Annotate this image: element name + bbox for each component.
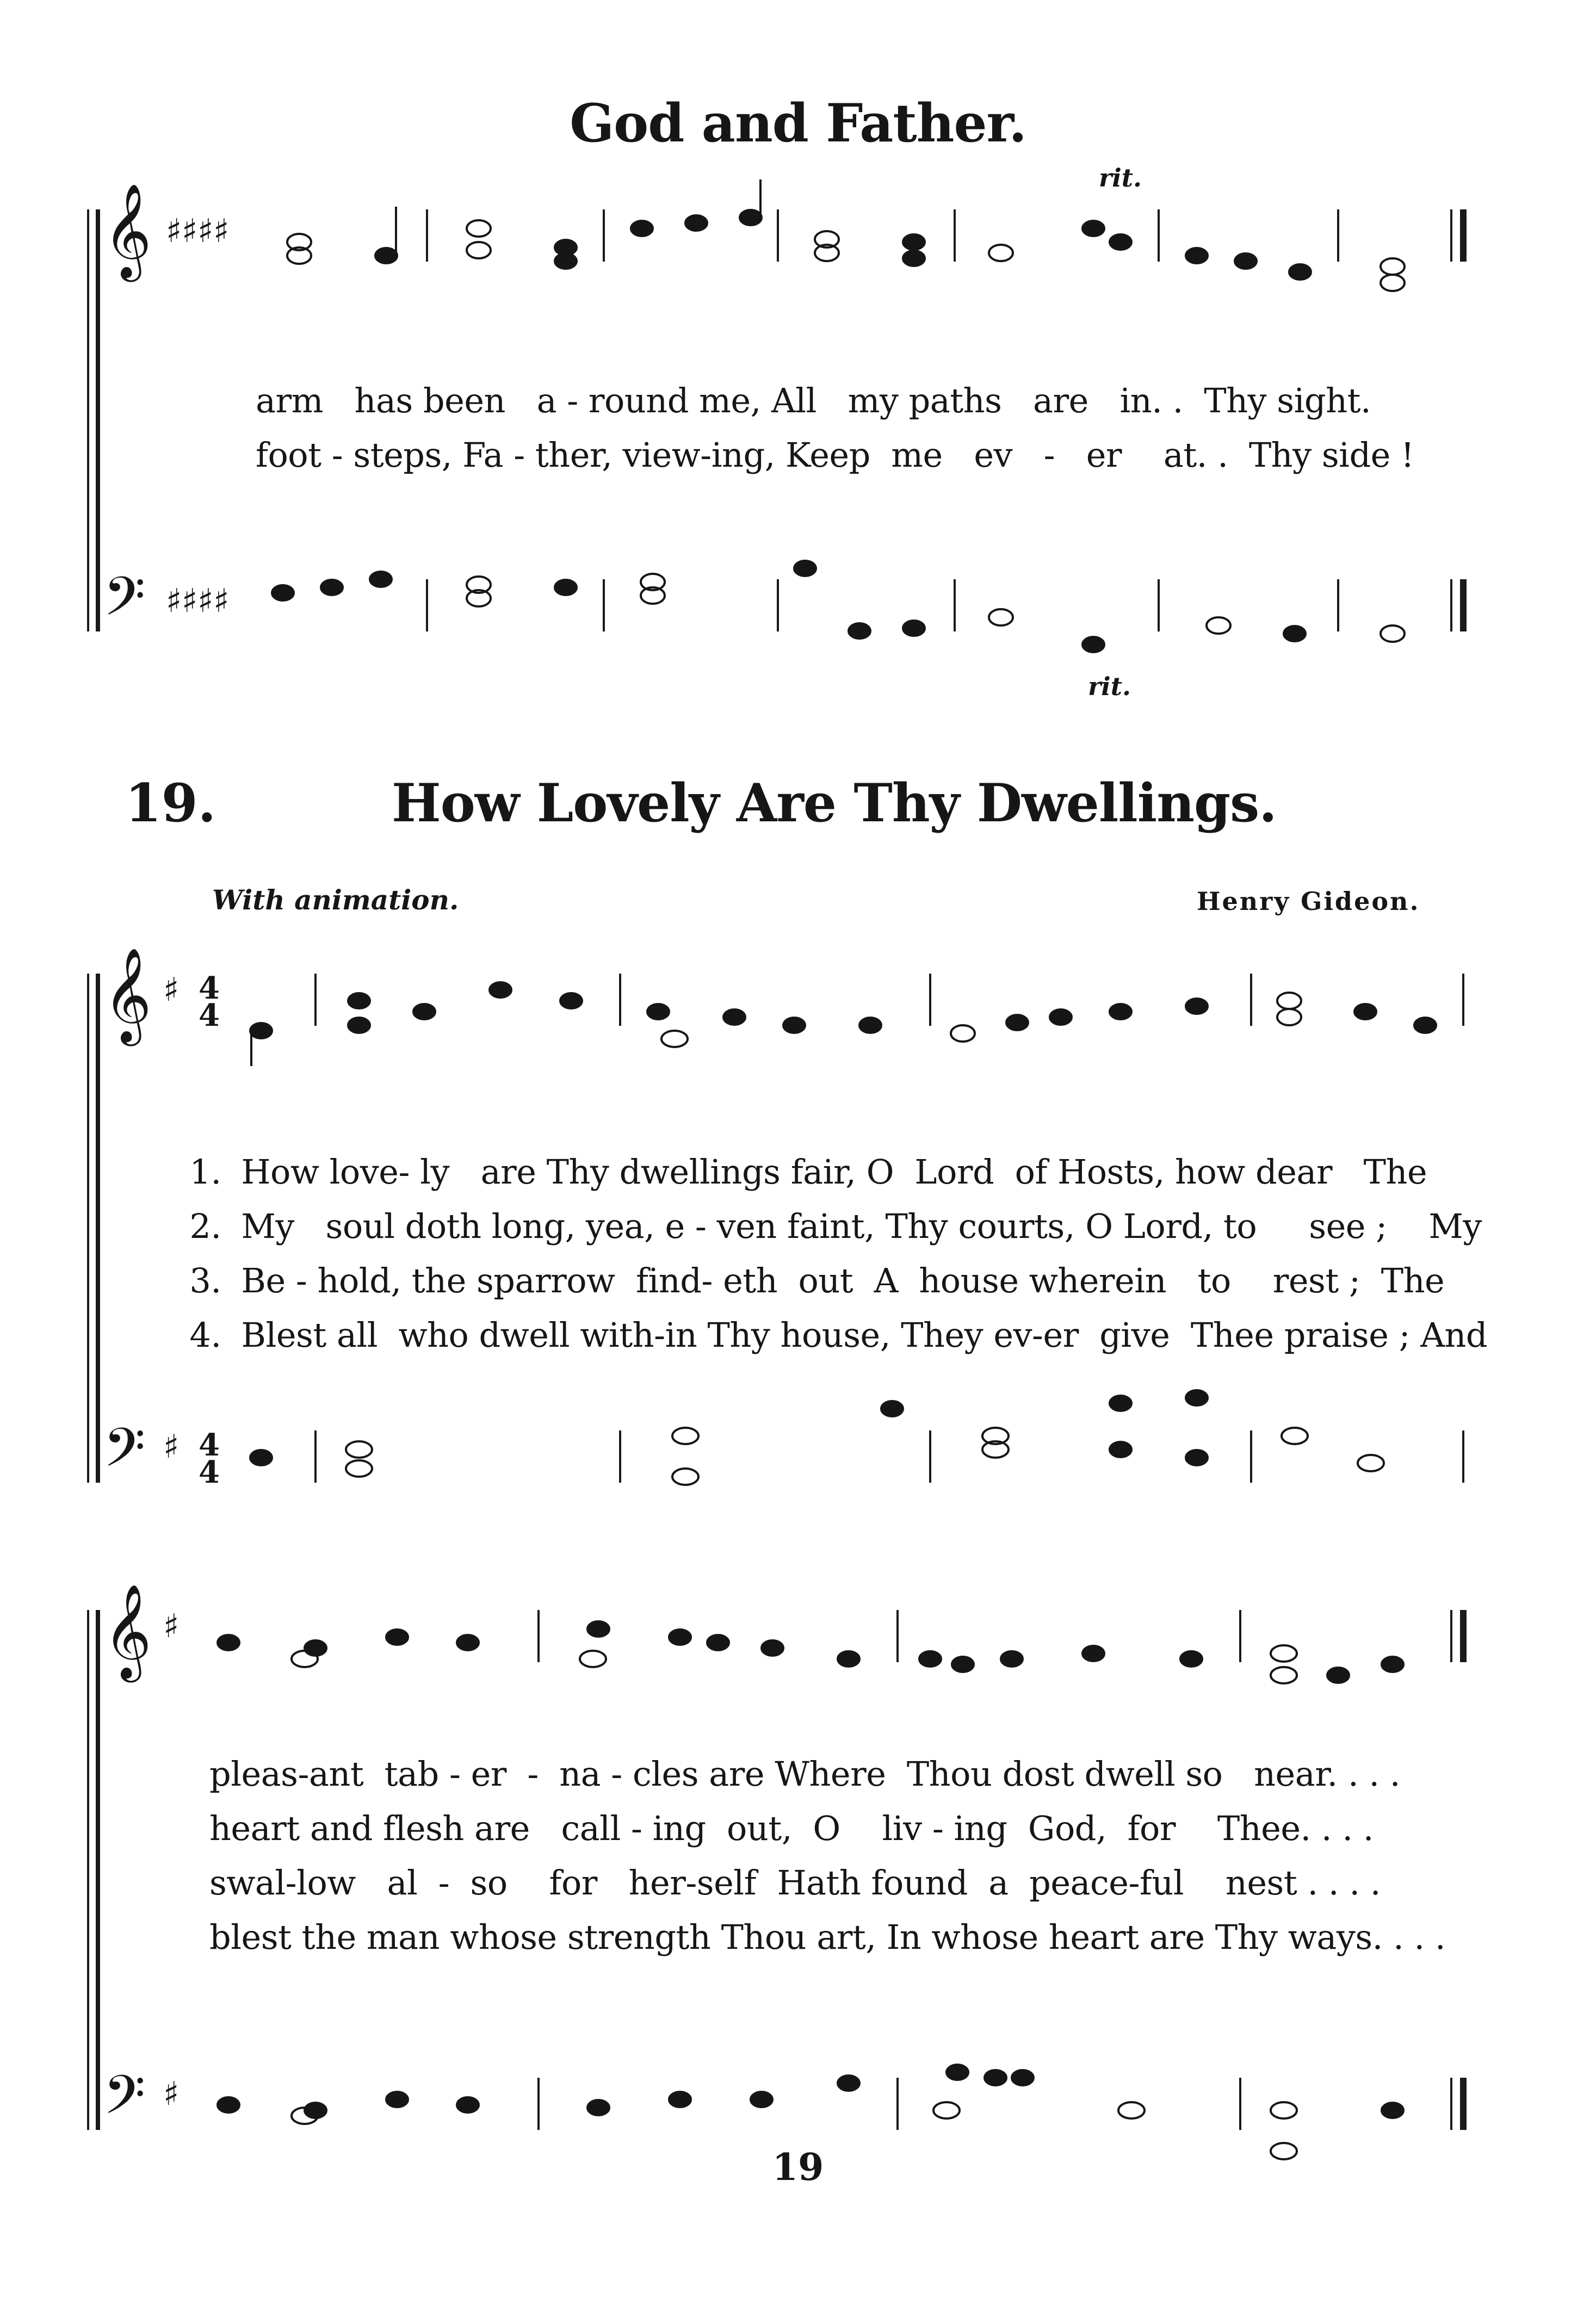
svg-text:𝄞: 𝄞 xyxy=(103,1584,152,1678)
svg-text:4: 4 xyxy=(199,998,220,1033)
svg-text:𝄢: 𝄢 xyxy=(103,1417,146,1492)
verse-text: How love- ly are Thy dwellings fair, O Lord of Hosts, how dear The xyxy=(241,1152,1427,1192)
rit-marking-lower: rit. xyxy=(1088,672,1131,701)
verse-number: 3. xyxy=(189,1261,221,1300)
svg-text:𝄢: 𝄢 xyxy=(103,566,146,641)
verse-line-5: pleas-ant tab - er - na - cles are Where Thou dost dwell so near. . . . xyxy=(209,1754,1400,1794)
verse-line-8: blest the man whose strength Thou art, In whose heart are Thy ways. . . . xyxy=(209,1917,1446,1957)
svg-text:𝄞: 𝄞 xyxy=(103,947,152,1042)
hymn-title: How Lovely Are Thy Dwellings. xyxy=(392,772,1277,834)
verse-number: 1. xyxy=(189,1152,221,1192)
verse-line-7: swal-low al - so for her-self Hath found a peace-ful nest . . . . xyxy=(209,1863,1381,1903)
verse-number: 2. xyxy=(189,1206,221,1246)
svg-text:4: 4 xyxy=(199,1454,220,1490)
svg-text:♯: ♯ xyxy=(163,1428,180,1466)
verse-line-6: heart and flesh are call - ing out, O liv - ing God, for Thee. . . . xyxy=(209,1808,1374,1848)
svg-text:4: 4 xyxy=(199,1427,220,1463)
svg-text:𝄢: 𝄢 xyxy=(103,2064,146,2140)
page-number: 19 xyxy=(772,2146,824,2189)
svg-text:♯: ♯ xyxy=(163,2075,180,2113)
verse-text: Be - hold, the sparrow find- eth out A house wherein to rest ; The xyxy=(241,1261,1445,1300)
lyric-line-a2: foot - steps, Fa - ther, view-ing, Keep me ev - er at. . Thy side ! xyxy=(256,435,1414,475)
rit-marking-upper: rit. xyxy=(1099,163,1142,193)
lyric-line-a1: arm has been a - round me, All my paths are in. . Thy sight. xyxy=(256,381,1371,420)
svg-text:4: 4 xyxy=(199,970,220,1006)
previous-hymn-title: God and Father. xyxy=(570,92,1026,154)
svg-text:♯♯♯♯: ♯♯♯♯ xyxy=(166,582,230,620)
verse-number: 4. xyxy=(189,1315,221,1355)
svg-text:𝄞: 𝄞 xyxy=(103,183,152,278)
svg-text:♯: ♯ xyxy=(163,1607,180,1645)
svg-text:♯♯♯♯: ♯♯♯♯ xyxy=(166,212,230,250)
staff-system-a xyxy=(88,209,1469,631)
verse-text: My soul doth long, yea, e - ven faint, Thy courts, O Lord, to see ; My xyxy=(241,1206,1482,1246)
verse-line-4 xyxy=(169,1275,1487,1355)
tempo-marking: With animation. xyxy=(212,884,459,916)
svg-text:♯: ♯ xyxy=(163,971,180,1009)
verse-text: Blest all who dwell with-in Thy house, They ev-er give Thee praise ; And xyxy=(241,1315,1488,1355)
composer-credit: Henry Gideon. xyxy=(1197,887,1420,916)
hymn-number: 19. xyxy=(125,772,216,834)
